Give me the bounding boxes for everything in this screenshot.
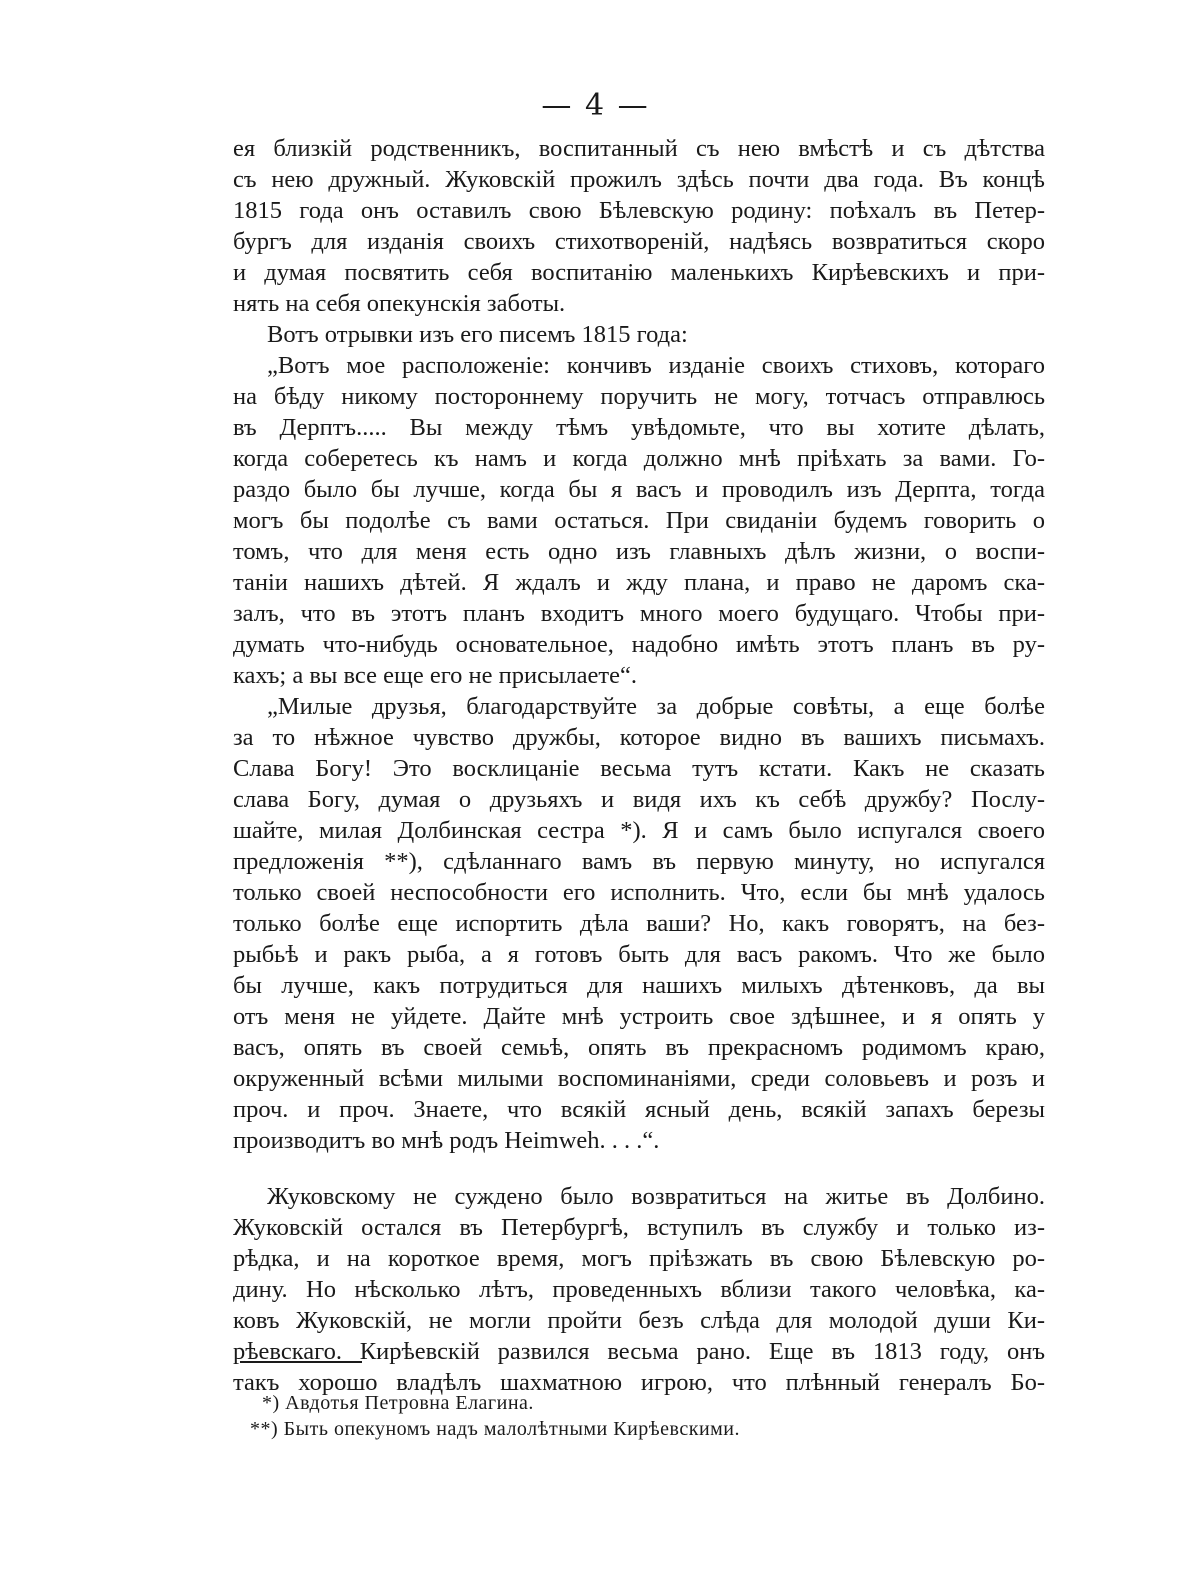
footnote: **) Быть опекуномъ надъ малолѣтными Кирѣевскими. — [250, 1418, 741, 1440]
text-line: такъ хорошо владѣлъ шахматною игрою, что плѣнный генералъ Бо- — [233, 1369, 1045, 1396]
paragraph-gap — [233, 1156, 1045, 1181]
quote-paragraph — [233, 691, 1045, 1156]
text-line: въ Дерптъ..... Вы между тѣмъ увѣдомьте, что вы хотите дѣлать, — [233, 414, 1045, 441]
text-line: ковъ Жуковскій, не могли пройти безъ слѣда для молодой души Ки- — [233, 1307, 1045, 1334]
text-line: и думая посвятить себя воспитанію маленькихъ Кирѣевскихъ и при- — [233, 259, 1045, 286]
text-line: раздо было бы лучше, когда бы я васъ и проводилъ изъ Дерпта, тогда — [233, 476, 1045, 503]
text-line: производитъ во мнѣ родъ Heimweh. . . .“. — [233, 1127, 660, 1154]
page-number: — 4 — — [541, 88, 650, 123]
text-line: могъ бы подолѣе съ вами остаться. При свиданіи будемъ говорить о — [233, 507, 1045, 534]
text-line: бургъ для изданія своихъ стихотвореній, надѣясь возвратиться скоро — [233, 228, 1045, 255]
text-line: отъ меня не уйдете. Дайте мнѣ устроить свое здѣшнее, и я опять у — [233, 1003, 1045, 1030]
body-text — [233, 133, 1045, 1398]
text-line: Слава Богу! Это восклицаніе весьма тутъ кстати. Какъ не сказать — [233, 755, 1045, 782]
text-line: на бѣду никому постороннему поручить не могу, тотчасъ отправлюсь — [233, 383, 1045, 410]
text-line: Жуковскій остался въ Петербургѣ, вступилъ въ службу и только из- — [233, 1214, 1045, 1241]
footnote-separator — [240, 1361, 362, 1363]
text-line: залъ, что въ этотъ планъ входитъ много моего будущаго. Чтобы при- — [233, 600, 1045, 627]
text-line: кахъ; а вы все еще его не присылаете“. — [233, 662, 637, 689]
text-line: только своей неспособности его исполнить. Что, если бы мнѣ удалось — [233, 879, 1045, 906]
text-line: шайте, милая Долбинская сестра *). Я и самъ было испугался своего — [233, 817, 1045, 844]
text-line: только болѣе еще испортить дѣла ваши? Но, какъ говорятъ, на без- — [233, 910, 1045, 937]
text-line: васъ, опять въ своей семьѣ, опять въ прекрасномъ родимомъ краю, — [233, 1034, 1045, 1061]
paragraph — [233, 319, 1045, 350]
text-line: когда соберетесь къ намъ и когда должно мнѣ пріѣхать за вами. Го- — [233, 445, 1045, 472]
footnote: *) Авдотья Петровна Елагина. — [262, 1392, 534, 1414]
text-line: съ нею дружный. Жуковскій прожилъ здѣсь почти два года. Въ концѣ — [233, 166, 1045, 193]
text-line: проч. и проч. Знаете, что всякій ясный день, всякій запахъ березы — [233, 1096, 1045, 1123]
text-line: томъ, что для меня есть одно изъ главныхъ дѣлъ жизни, о воспи- — [233, 538, 1045, 565]
text-line: думать что-нибудь основательное, надобно имѣть этотъ планъ въ ру- — [233, 631, 1045, 658]
text-line: за то нѣжное чувство дружбы, которое видно въ вашихъ письмахъ. — [233, 724, 1045, 751]
text-line: ея близкій родственникъ, воспитанный съ нею вмѣстѣ и съ дѣтства — [233, 135, 1045, 162]
text-line: дину. Но нѣсколько лѣтъ, проведенныхъ вблизи такого человѣка, ка- — [233, 1276, 1045, 1303]
text-line: таніи нашихъ дѣтей. Я ждалъ и жду плана, и право не даромъ ска- — [233, 569, 1045, 596]
text-line: рѣевскаго. Кирѣевскій развился весьма рано. Еще въ 1813 году, онъ — [233, 1338, 1045, 1365]
text-line: „Милые друзья, благодарствуйте за добрые совѣты, а еще болѣе — [267, 693, 1045, 720]
text-line: Жуковскому не суждено было возвратиться на житье въ Долбино. — [267, 1183, 1045, 1210]
paragraph — [233, 1181, 1045, 1398]
footnotes — [250, 1390, 962, 1442]
quote-paragraph — [233, 350, 1045, 691]
text-line: рѣдка, и на короткое время, могъ пріѣзжать въ свою Бѣлевскую ро- — [233, 1245, 1045, 1272]
text-line: окруженный всѣми милыми воспоминаніями, среди соловьевъ и розъ и — [233, 1065, 1045, 1092]
text-line: слава Богу, думая о друзьяхъ и видя ихъ къ себѣ дружбу? Послу- — [233, 786, 1045, 813]
text-line: нять на себя опекунскія заботы. — [233, 290, 566, 317]
text-line: „Вотъ мое расположеніе: кончивъ изданіе своихъ стиховъ, котораго — [267, 352, 1045, 379]
text-line: Вотъ отрывки изъ его писемъ 1815 года: — [267, 321, 688, 348]
text-line: рыбьѣ и ракъ рыба, а я готовъ быть для васъ ракомъ. Что же было — [233, 941, 1045, 968]
text-line: бы лучше, какъ потрудиться для нашихъ милыхъ дѣтенковъ, да вы — [233, 972, 1045, 999]
paragraph — [233, 133, 1045, 319]
text-line: предложенія **), сдѣланнаго вамъ въ первую минуту, но испугался — [233, 848, 1045, 875]
text-line: 1815 года онъ оставилъ свою Бѣлевскую родину: поѣхалъ въ Петер- — [233, 197, 1045, 224]
